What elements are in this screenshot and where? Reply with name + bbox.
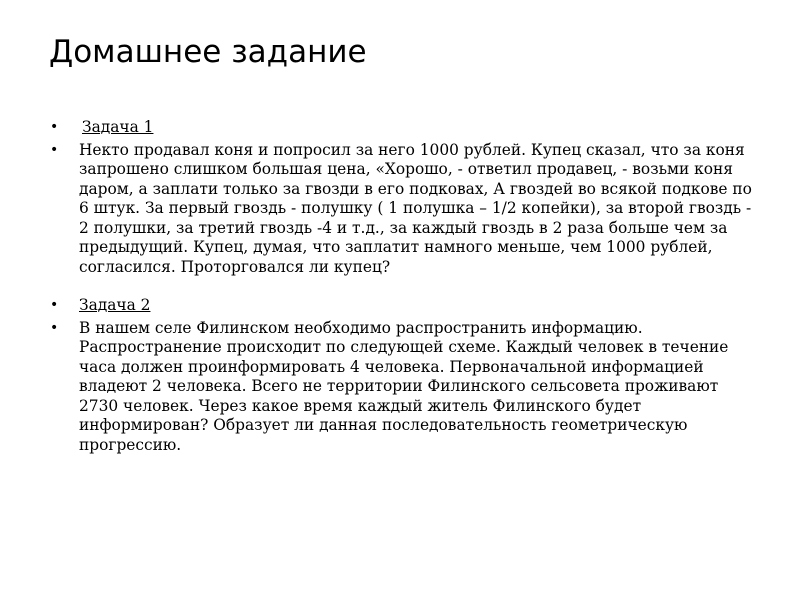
slide-title: Домашнее задание bbox=[49, 34, 367, 70]
task-1-heading-item bbox=[48, 118, 760, 138]
slide-content bbox=[48, 118, 760, 455]
task-2-text: В нашем селе Филинском необходимо распространить информацию. Распространение происходит по следующей схеме. Каждый человек в течение часа должен проинформировать 4 человека. Первоначальной информацией владеют 2 человека. Всего не территории Филинского сельсовета проживают 2730 человек. Через какое время каждый житель Филинского будет информирован? Образует ли данная последовательность геометрическую прогрессию. bbox=[79, 318, 729, 454]
bullet-icon: • bbox=[50, 119, 59, 135]
bullet-icon: • bbox=[50, 319, 59, 336]
task-2-text-item bbox=[48, 319, 760, 456]
bullet-icon: • bbox=[50, 297, 59, 313]
task-1-text: Некто продавал коня и попросил за него 1000 рублей. Купец сказал, что за коня запрошено слишком большая цена, «Хорошо, - ответил продавец, - возьми коня даром, а заплати только за гвозди в его подковах, А гвоздей во всякой подкове по 6 штук. За первый гвоздь - полушку ( 1 полушка – 1/2 копейки), за второй гвоздь - 2 полушки, за третий гвоздь -4 и т.д., за каждый гвоздь в 2 раза больше чем за предыдущий. Купец, думая, что заплатит намного меньше, чем 1000 рублей, согласился. Проторговался ли купец? bbox=[79, 140, 752, 276]
task-2-heading-item bbox=[48, 296, 760, 316]
task-1-heading: Задача 1 bbox=[82, 118, 154, 136]
bullet-icon: • bbox=[50, 141, 59, 158]
task-2-heading: Задача 2 bbox=[79, 296, 151, 314]
task-1-text-item bbox=[48, 141, 760, 278]
